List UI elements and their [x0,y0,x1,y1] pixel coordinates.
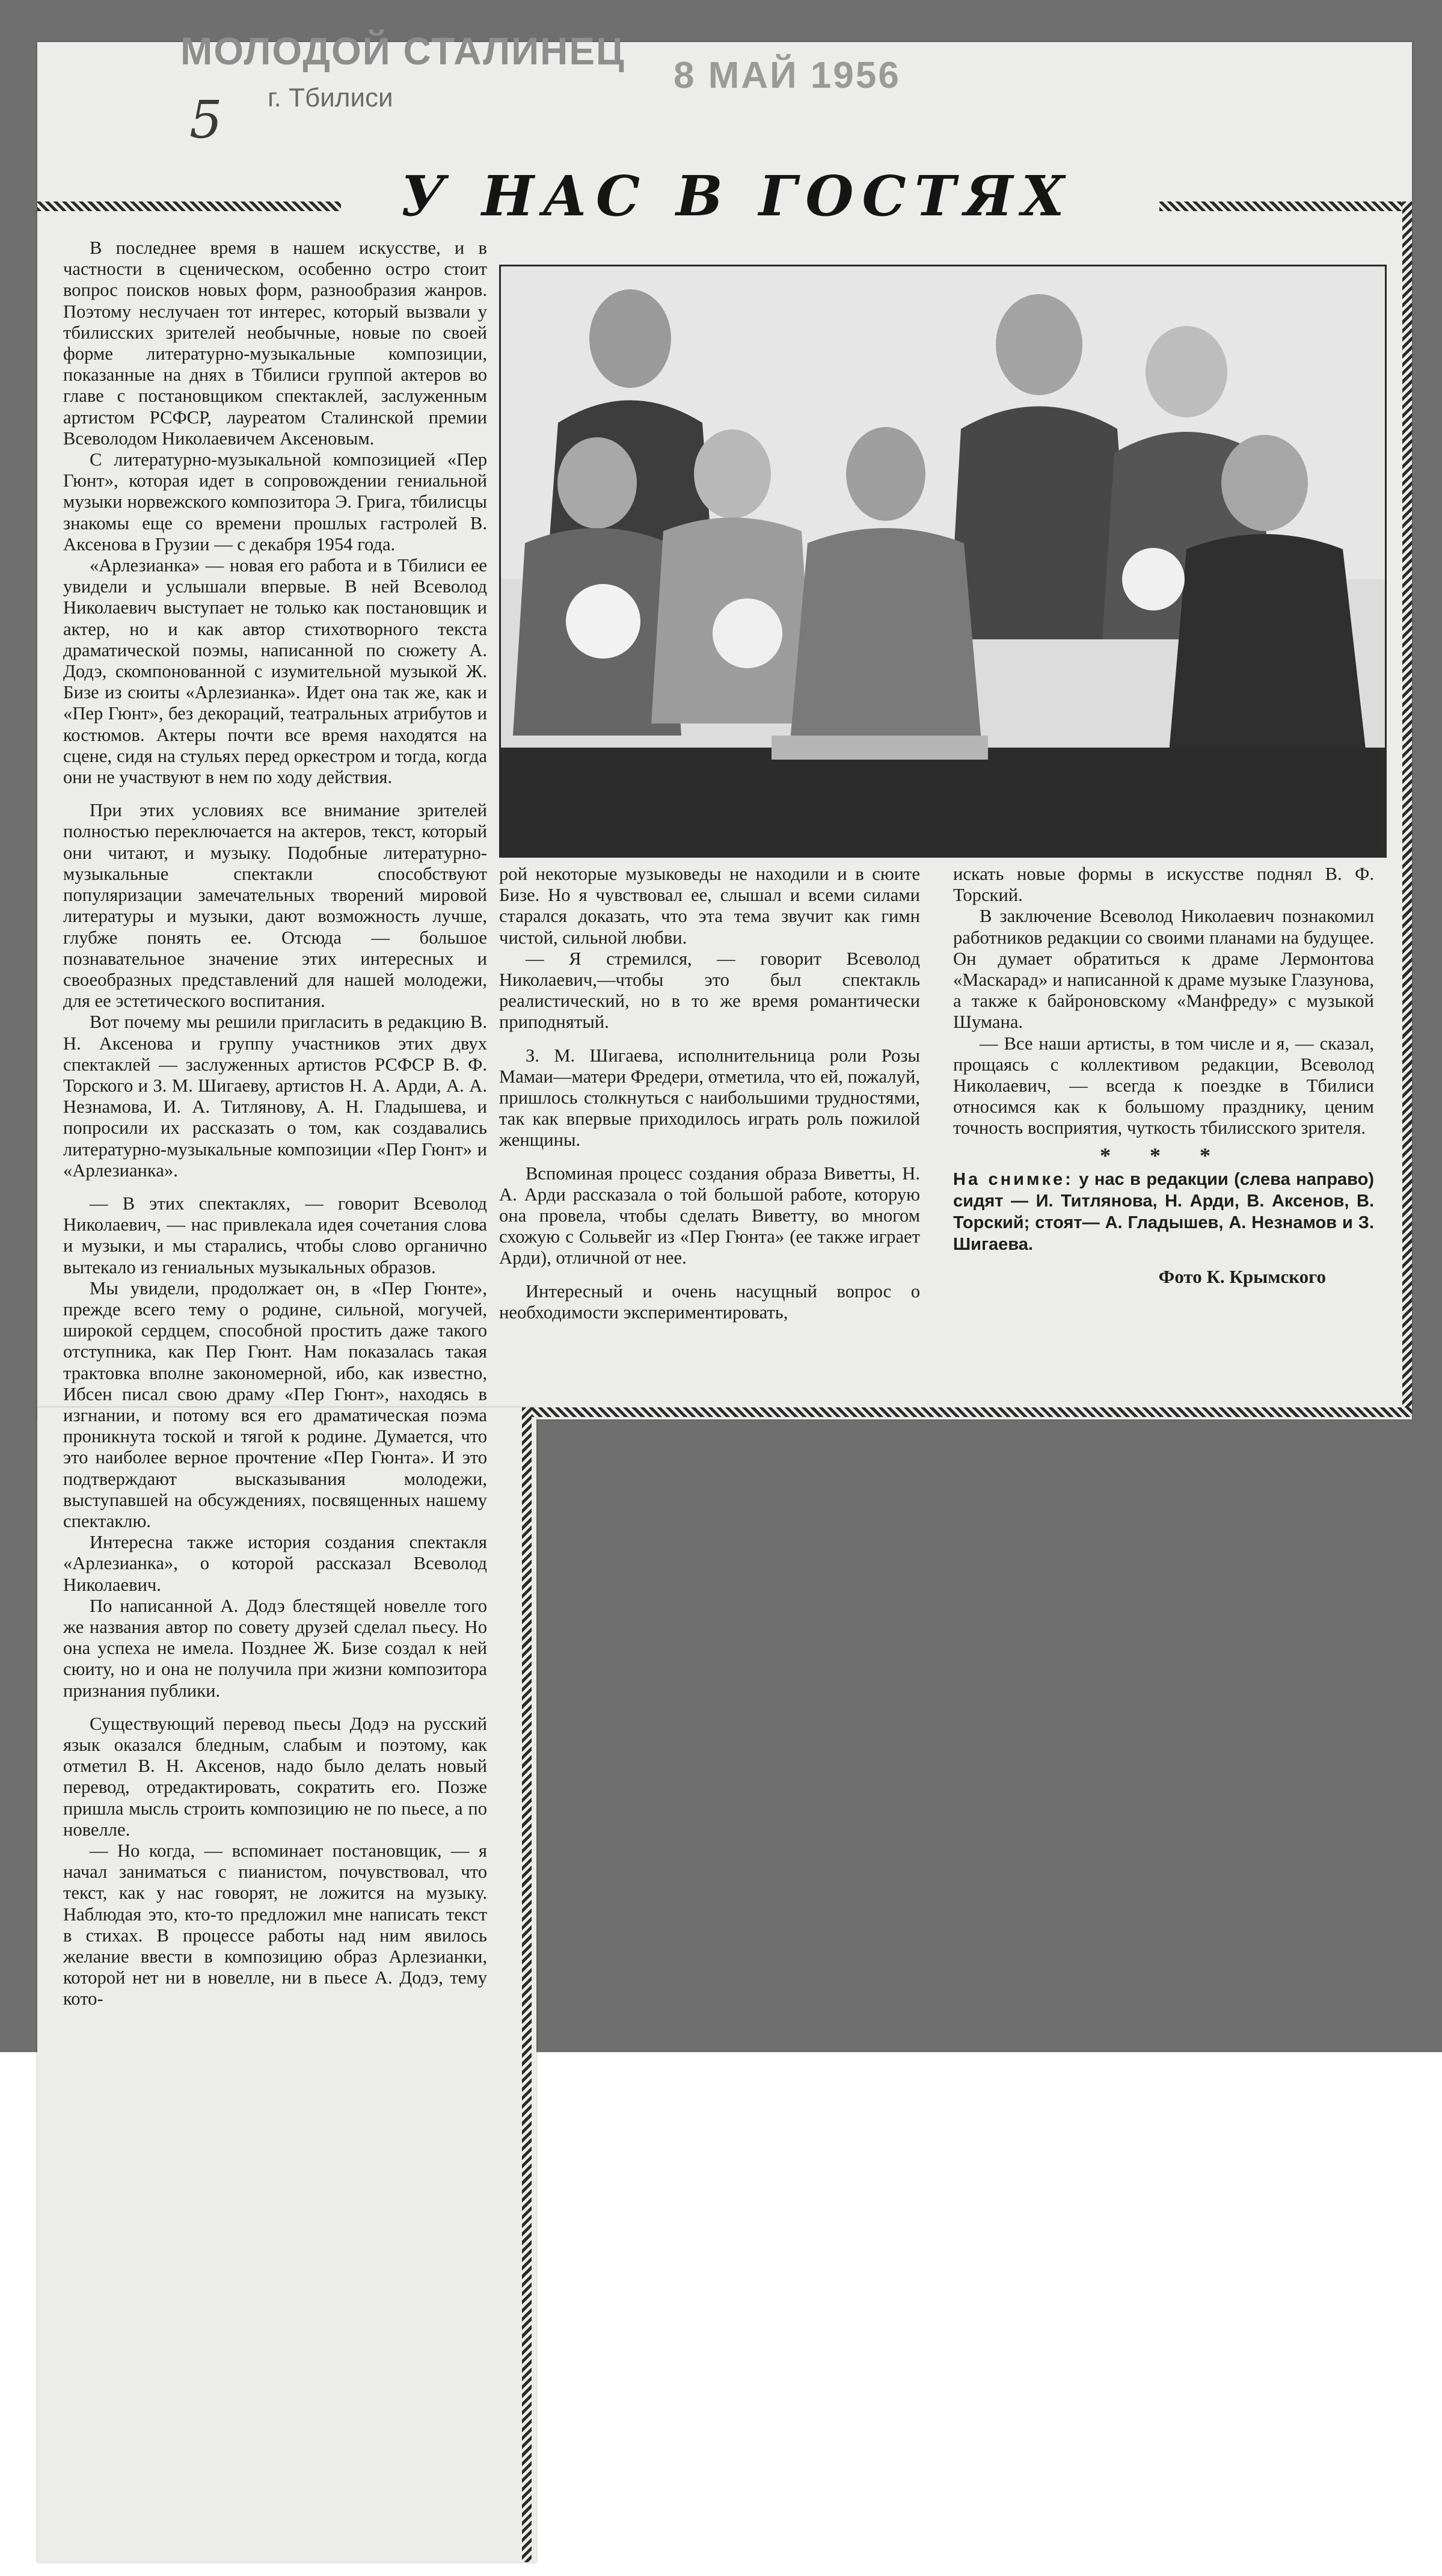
section-divider: * * * [1100,1143,1227,1167]
border-top-right [1159,201,1412,211]
paragraph: По написанной А. Додэ блестящей новелле того же названия автор по совету друзей сделал пьесу. Но она успеха не имела. Позднее Ж. Бизе создал к ней сюиту, но и она не получила при жизни композитора признания публики. [63,1595,487,1701]
paragraph: При этих условиях все внимание зрителей полностью переключается на актеров, текст, который они читают, и музыку. Подобные литературно-музыкальные спектакли способствуют популяризации замечательных творений мировой литературы и музыки, дают возможность лучше, глубже понять ее. Отсюда — большое познавательное значение этих интересных и своеобразных представлений для нашей молодежи, для ее эстетического воспитания. [63,800,487,1012]
paragraph: В последнее время в нашем искусстве, и в частности в сценическом, особенно остро стоит вопрос поисков новых форм, разнообразия жанров. Поэтому неслучаен тот интерес, который вызвали у тбилисских зрителей необычные, новые по своей форме литературно-музыкальные композиции, показанные на днях в Тбилиси группой актеров во главе с постановщиком спектаклей, заслуженным артистом РСФСР, лауреатом Сталинской премии Всеволодом Николаевичем Аксеновым. [63,238,487,449]
border-left-lower [522,1407,532,2562]
article-headline: У НАС В ГОСТЯХ [400,164,1073,229]
paragraph: — Все наши артисты, в том числе и я, — сказал, прощаясь с коллективом редакции, Всеволод Николаевич, — всегда к поездке в Тбилиси относимся как к большому празднику, ценим точность восприятия, чуткость тбилисского зрителя. [953,1033,1374,1139]
border-right [1402,201,1412,1410]
paragraph: — Я стремился, — говорит Всеволод Николаевич,—чтобы это был спектакль реалистический, но в то же время романтически приподнятый. [499,948,920,1033]
paragraph: В заключение Всеволод Николаевич познакомил работников редакции со своими планами на будущее. Он думает обратиться к драме Лермонтова «Маскарад» и написанной к драме музыке Глазунова, а также к байроновскому «Манфреду» с музыкой Шумана. [953,906,1374,1033]
date-stamp: 8 МАЙ 1956 [673,55,901,96]
paragraph: рой некоторые музыковеды не находили и в сюите Бизе. Но я чувствовал ее, слышал и всеми силами старался доказать, что эта тема звучит как гимн чистой, сильной любви. [499,864,920,948]
paragraph: Мы увидели, продолжает он, в «Пер Гюнте», прежде всего тему о родине, сильной, могучей, широкой сердцем, способной простить даже такого отступника, как Пер Гюнт. Нам показалась такая трактовка вполне закономерной, ибо, как известно, Ибсен писал свою драму «Пер Гюнт», находясь в изгнании, и потому вся его драматическая поэма проникнута тоской и тягой к родине. Думается, что это наиболее верное прочтение «Пер Гюнта». И это подтверждают высказывания молодежи, выступавшей на обсуждениях, посвященных нашему спектаклю. [63,1277,487,1531]
newspaper-stamp: МОЛОДОЙ СТАЛИНЕЦ [180,29,625,73]
paragraph: Интересный и очень насущный вопрос о необходимости экспериментировать, [499,1280,920,1323]
photo-caption [953,1169,1374,1255]
column-3 [953,864,1374,1287]
border-top-left [37,201,341,211]
paragraph: Интересна также история создания спектакля «Арлезианка», о которой рассказал Всеволод Николаевич. [63,1532,487,1595]
column-1 [63,238,487,2010]
photo-illustration [501,266,1385,856]
photo-credit: Фото К. Крымского [1158,1265,1326,1287]
caption-lead: На снимке: [953,1169,1073,1189]
column-2 [499,864,920,1323]
paragraph: — Но когда, — вспоминает постановщик, — я начал заниматься с пианистом, почувствовал, что текст, как у нас говорят, не ложится на музыку. Наблюдая это, кто-то предложил мне написать текст в стихах. В процессе работы над ним явилось желание ввести в композицию образ Арлезианки, которой нет ни в новелле, ни в пьесе А. Додэ, тему кото- [63,1840,487,2009]
handwritten-number: 5 [189,90,222,150]
paragraph: — В этих спектаклях, — говорит Всеволод Николаевич, — нас привлекала идея сочетания слова и музыки, и мы старались, чтобы слово органично вытекало из гениальных музыкальных образов. [63,1193,487,1277]
paragraph: С литературно-музыкальной композицией «Пер Гюнт», которая идет в сопровождении гениальной музыки норвежского композитора Э. Грига, тбилисцы знакомы еще со времени прошлых гастролей В. Аксенова в Грузии — с декабря 1954 года. [63,449,487,555]
caption-text: у нас в редакции (слева направо) сидят — И. Титлянова, Н. Арди, В. Аксенов, В. Торский; стоят— А. Гладышев, А. Незнамов и З. Шигаева. [953,1169,1374,1254]
paragraph: Вот почему мы решили пригласить в редакцию В. Н. Аксенова и группу участников этих двух спектаклей — заслуженных артистов РСФСР В. Ф. Торского и З. М. Шигаеву, артистов Н. А. Арди, А. А. Незнамова, И. А. Титлянову, А. Н. Гладышева, и попросили их рассказать о том, как создавались литературно-музыкальные композиции «Пер Гюнт» и «Арлезианка». [63,1012,487,1181]
paragraph: Вспоминая процесс создания образа Виветты, Н. А. Арди рассказала о той большой работе, которую она провела, чтобы сделать Виветту, во многом схожую с Сольвейг из «Пер Гюнта» (ее также играет Арди), отличной от нее. [499,1163,920,1268]
paragraph: Существующий перевод пьесы Додэ на русский язык оказался бледным, слабым и поэтому, как отметил В. Н. Аксенов, надо было делать новый перевод, отредактировать, сократить его. Позже пришла мысль строить композицию не по пьесе, а по новелле. [63,1713,487,1840]
paragraph: З. М. Шигаева, исполнительница роли Розы Мамаи—матери Фредери, отметила, что ей, пожалуй, пришлось столкнуться с наибольшими трудностями, так как впервые приходилось играть роль пожилой женщины. [499,1045,920,1151]
city-stamp: г. Тбилиси [268,83,393,112]
border-step [522,1407,1412,1417]
paragraph: «Арлезианка» — новая его работа и в Тбилиси ее увидели и услышали впервые. В ней Всеволод Николаевич выступает не только как постановщик и актер, но и как автор стихотворного текста драматической поэмы, написанной по сюжету А. Додэ, скомпонованной с изумительной музыкой Ж. Бизе из сюиты «Арлезианка». Идет она так же, как и «Пер Гюнт», без декораций, театральных атрибутов и костюмов. Актеры почти все время находятся на сцене, сидя на стульях перед оркестром и тогда, когда они не участвуют в нем по ходу действия. [63,555,487,788]
group-photo [499,265,1387,858]
paragraph: искать новые формы в искусстве поднял В. Ф. Торский. [953,864,1374,906]
